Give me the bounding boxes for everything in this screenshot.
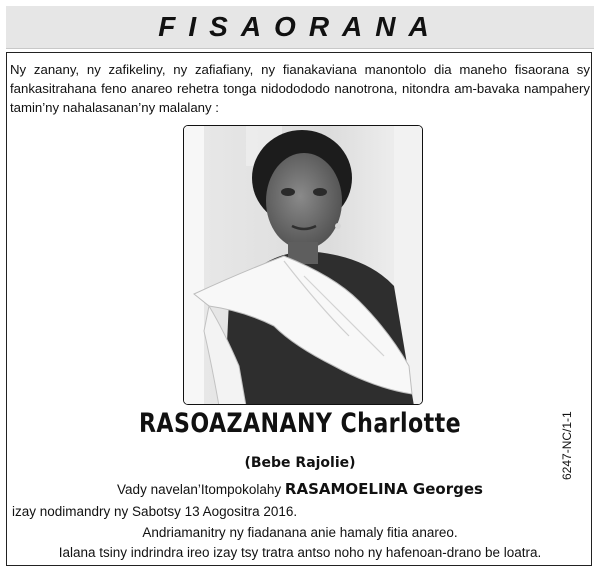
closing-line: Ialana tsiny indrindra ireo izay tsy tratra antso noho ny hafenoan-drano be loatra. <box>58 545 542 560</box>
spouse-line <box>0 480 600 498</box>
deceased-alias: (Bebe Rajolie) <box>244 455 356 471</box>
reference-code: 6247-NC/1-1 <box>560 411 574 480</box>
spouse-name: RASAMOELINA Georges <box>284 480 483 498</box>
page-title: FISAORANA <box>158 11 442 42</box>
deceased-name: RASOAZANANY Charlotte <box>138 408 462 439</box>
intro-paragraph: Ny zanany, ny zafikeliny, ny zafiafiany, ny fianakaviana manontolo dia maneho fisaorana sy fankasitrahana feno anareo rehetra tonga nidodododo nanotrona, nitondra am-bavaka nampahery tamin’ny nahalasanan’ny malalany : <box>10 62 590 115</box>
header-bar <box>6 6 594 49</box>
portrait-photo <box>183 125 423 405</box>
death-date-line: izay nodimandry ny Sabotsy 13 Aogositra 2016. <box>12 504 298 519</box>
spouse-prefix: Vady navelan’Itompokolahy <box>117 482 285 497</box>
blessing-line: Andriamanitry ny fiadanana anie hamaly fitia anareo. <box>142 525 458 540</box>
portrait-image <box>184 126 423 405</box>
